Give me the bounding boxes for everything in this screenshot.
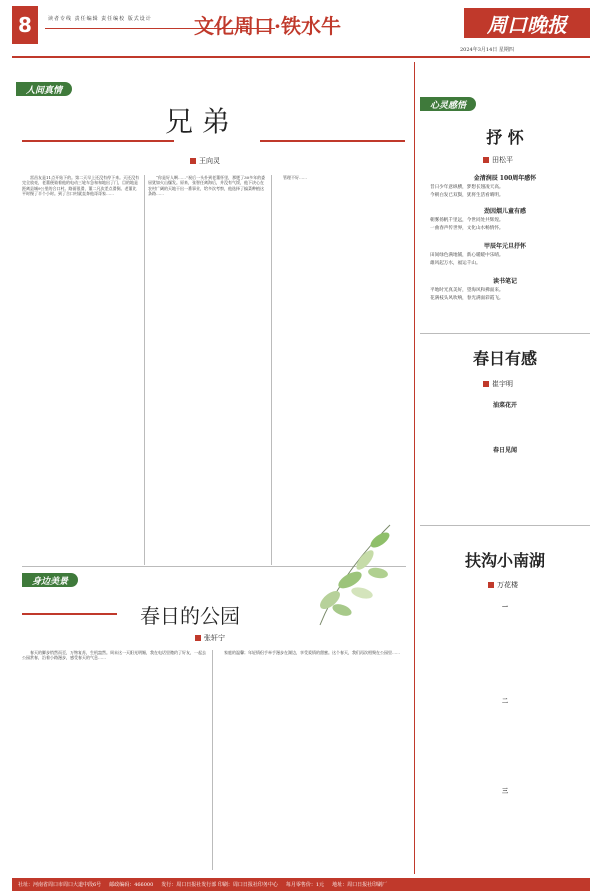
article1-col2-text: “你是好人啊……”祝后一头扑到老董怀里，那肥了30多年的委屈犹如火山爆发。原来，张智任离海后，并没有气馁，他下决心在农村广阔的天地干出一番事业，给多次考察，他选择了搞菜种植这条路…… xyxy=(148,175,266,197)
nanhu-poem-author xyxy=(488,580,518,590)
article1-column-3 xyxy=(275,175,405,565)
leaves-illustration xyxy=(300,515,406,630)
section-divider xyxy=(420,333,590,334)
spring-poem-subtitle: 油菜花开 xyxy=(492,402,517,409)
byline-square-icon xyxy=(483,157,489,163)
poem-line: 平地时光真美好，望海风和拂面来。 xyxy=(430,288,504,293)
newspaper-brand: 周口晚报 xyxy=(464,8,590,38)
article2-column-1 xyxy=(22,650,207,870)
article2-col2-text: 家庭的温馨；年轻情侣手牵手漫步在湖边，享受爱情的甜蜜。这个春天，我们再次相聚在公园里…… xyxy=(224,650,400,655)
byline-square-icon xyxy=(190,158,196,164)
article1-column-1 xyxy=(22,175,140,565)
article1-column-2 xyxy=(148,175,266,565)
article2-byline xyxy=(195,633,225,643)
spring-poem-author xyxy=(483,379,513,389)
spring-poem-author-name: 崔宇明 xyxy=(492,380,513,388)
header-meta: 读者专线 责任编辑 责任编校 版式设计 xyxy=(48,16,152,22)
poem-line: 雄风起万水，福运千山。 xyxy=(430,261,481,266)
article2-author: 张轩宁 xyxy=(204,634,225,642)
article2-tag: 身边美景 xyxy=(22,573,78,587)
article1-tag: 人间真情 xyxy=(16,82,72,96)
footer-bar xyxy=(12,878,590,891)
column-rule xyxy=(144,175,145,565)
footer-price: 每月零售价：1元 xyxy=(285,882,325,888)
issue-date: 2024年3月14日 星期四 xyxy=(460,47,514,53)
article2-col1-text: 春天的脚步悄然而至，万物复苏，生机盎然。周末这一天阳光明媚，我在电话里邀约了好友，一起去公园赏春，沿着小路漫步，感受春天的气息…… xyxy=(22,650,206,661)
poem-line: 昔日少年意纵横，梦想长翅凌天高。 xyxy=(430,185,504,190)
page-number: 8 xyxy=(12,6,38,44)
column-rule xyxy=(212,650,213,870)
footer-printer: 地址：周口日报社印刷厂 xyxy=(332,882,388,888)
article2-title: 春日的公园 xyxy=(140,604,240,628)
section-title: 文化周口·铁水牛 xyxy=(194,14,341,38)
header-divider xyxy=(12,56,590,58)
title-rule-left xyxy=(22,140,174,142)
poem-section-title: 抒 怀 xyxy=(486,128,524,147)
poem-line: 一曲春声传世界，文化山水畅情怀。 xyxy=(430,226,504,231)
poem-subtitle: 劲因烟儿童有感 xyxy=(483,208,526,215)
nanhu-poem-title: 扶沟小南湖 xyxy=(464,551,545,570)
title-rule-left xyxy=(22,613,117,615)
article1-byline xyxy=(190,156,220,166)
byline-square-icon xyxy=(195,635,201,641)
footer-publisher: 发行：周口日报社发行部 印刷：周口日报社印务中心 xyxy=(161,882,278,888)
byline-square-icon xyxy=(483,381,489,387)
right-column-rule xyxy=(414,62,415,874)
poem-stanza-number: 三 xyxy=(501,788,508,795)
poem-author xyxy=(483,155,513,165)
title-rule-right xyxy=(260,140,405,142)
spring-poem-title: 春日有感 xyxy=(472,349,537,368)
right-column-tag: 心灵感悟 xyxy=(420,97,476,111)
footer-address: 社址：河南省周口市周口大道中段6号 xyxy=(18,882,102,888)
article1-title: 兄 弟 xyxy=(165,105,230,138)
article1-author: 王向灵 xyxy=(199,157,220,165)
spring-poem-subtitle: 春日见闻 xyxy=(492,447,517,454)
byline-square-icon xyxy=(488,582,494,588)
poem-line: 花满枝头风吹响，春光满面彩霞飞。 xyxy=(430,296,504,301)
poem-line: 田间绿色满地铺，新心暖暖中乐晴。 xyxy=(430,253,504,258)
nanhu-poem-author-name: 万花楼 xyxy=(497,581,518,589)
article1-col1-text: 雷昌友是11点开始下的。第二天早上还没有停下来。天还没有完全放亮，老董便骑着他的电动三轮车急匆匆地出了门，目的地是距离县城9公里的合口村。路面很滑，董二凡次差点滑倒。老董比平时慢了半个小时。到了合口村就直奔他哥哥家…… xyxy=(22,175,140,197)
poem-stanza-number: 二 xyxy=(501,698,508,705)
poem-stanza-number: 一 xyxy=(501,604,508,611)
poem-subtitle: 甲辰年元旦抒怀 xyxy=(483,243,526,250)
poem-line: 今朝白发已双鬓，犹将生活看晴明。 xyxy=(430,193,504,198)
poem-subtitle: 金清润辰 100周年感怀 xyxy=(473,175,537,182)
poem-line: 朝雾扬帆千里远，今世同处共辉煌。 xyxy=(430,218,504,223)
article2-column-2 xyxy=(216,650,406,870)
poem-author-name: 田松平 xyxy=(492,156,513,164)
column-rule xyxy=(271,175,272,565)
section-divider xyxy=(420,525,590,526)
article1-col3-text: 管理不好…… xyxy=(283,175,307,180)
poem-subtitle: 读书笔记 xyxy=(492,278,517,285)
footer-postcode: 邮政编码：466000 xyxy=(109,882,154,888)
